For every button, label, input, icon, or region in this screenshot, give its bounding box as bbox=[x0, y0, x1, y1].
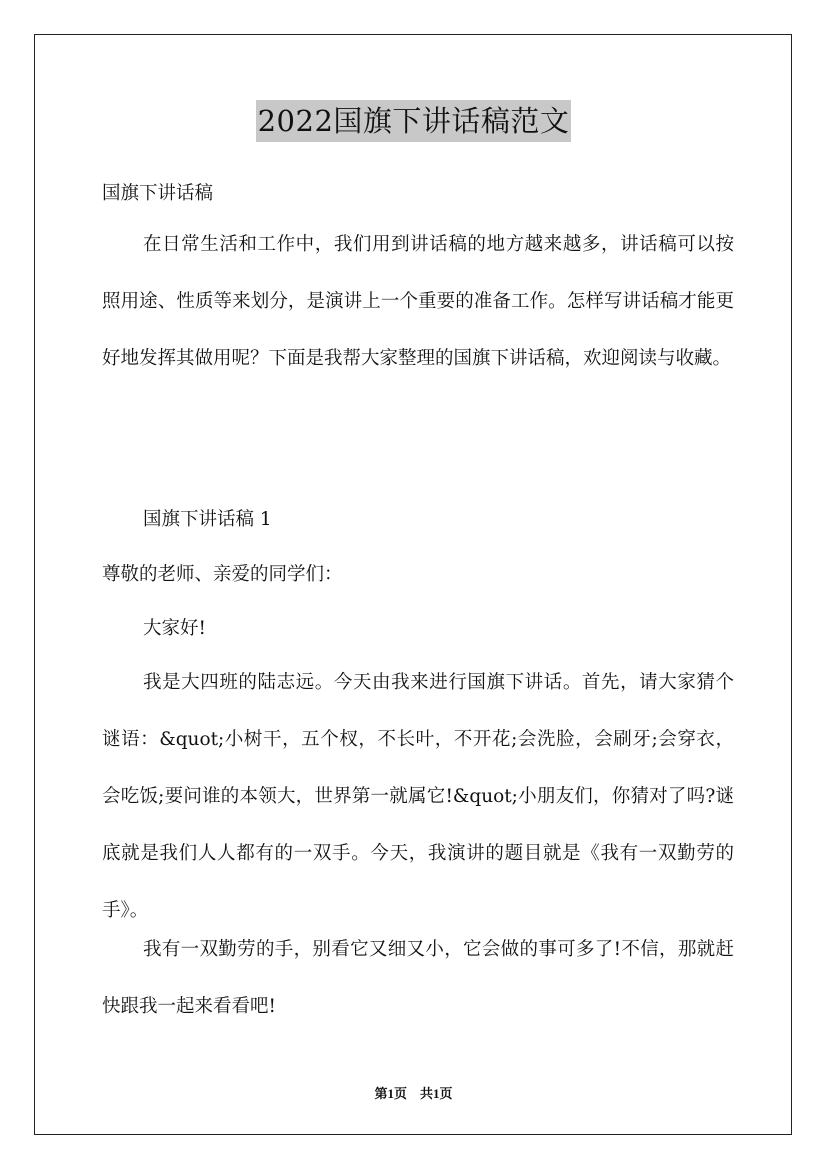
page-footer bbox=[0, 1083, 827, 1102]
page-number: 第1页 bbox=[374, 1086, 407, 1101]
salutation: 尊敬的老师、亲爱的同学们： bbox=[102, 564, 343, 585]
page-total: 共1页 bbox=[420, 1086, 453, 1101]
document-title: 2022国旗下讲话稿范文 bbox=[256, 100, 572, 142]
body-paragraph-2: 我有一双勤劳的手，别看它又细又小，它会做的事可多了!不信，那就赶快跟我一起来看看吧! bbox=[102, 939, 734, 1017]
greeting: 大家好! bbox=[143, 618, 206, 639]
section-title: 国旗下讲话稿 1 bbox=[143, 509, 272, 530]
intro-paragraph: 在日常生活和工作中，我们用到讲话稿的地方越来越多，讲话稿可以按照用途、性质等来划分，是演讲上一个重要的准备工作。怎样写讲话稿才能更好地发挥其做用呢？下面是我帮大家整理的国旗下讲话稿，欢迎阅读与收藏。 bbox=[102, 234, 734, 369]
body-paragraph-1: 我是大四班的陆志远。今天由我来进行国旗下讲话。首先，请大家猜个谜语：&quot;小树干，五个杈，不长叶，不开花;会洗脸，会刷牙;会穿衣，会吃饭;要问谁的本领大，世界第一就属它!&quot;小朋友们，你猜对了吗?谜底就是我们人人都有的一双手。今天，我演讲的题目就是《我有一双勤劳的手》。 bbox=[102, 672, 734, 921]
title-container bbox=[0, 100, 827, 142]
document-heading: 国旗下讲话稿 bbox=[102, 183, 214, 204]
